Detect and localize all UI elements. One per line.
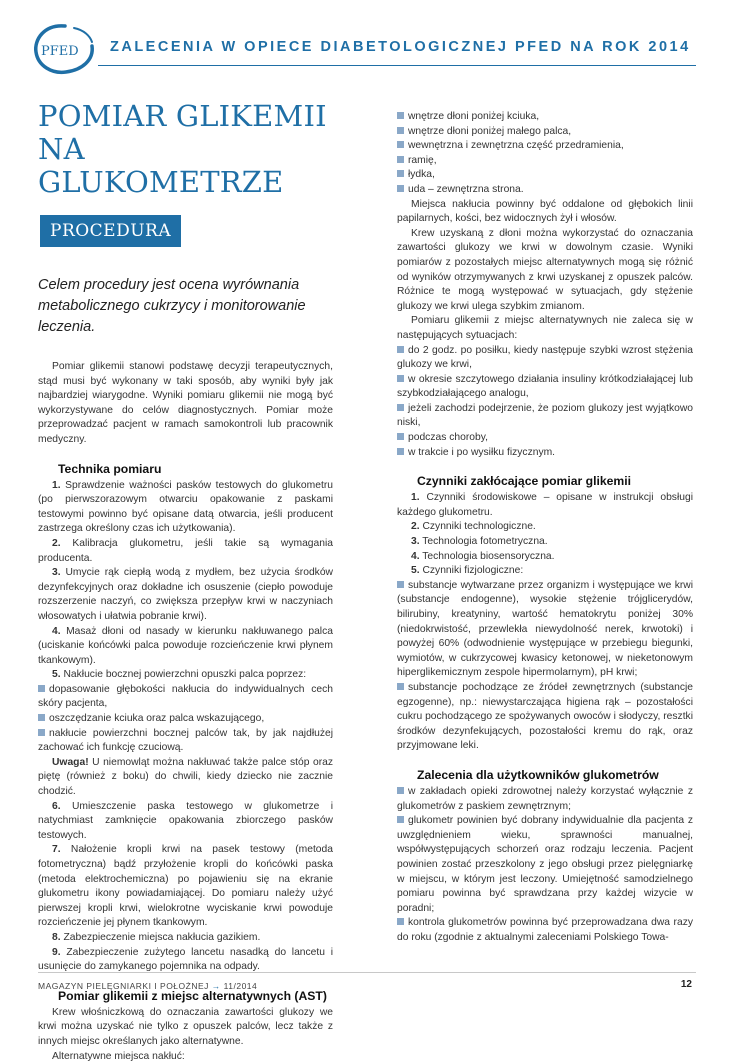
section-heading-zalecenia: Zalecenia dla użytkowników glukometrów: [417, 767, 659, 782]
step-number: 1.: [52, 479, 61, 491]
paragraph: Pomiaru glikemii z miejsc alternatywnych nie zaleca się w następujących sytuacjach:: [397, 315, 693, 341]
footer-divider: [38, 972, 696, 973]
paragraph: Krew uzyskaną z dłoni można wykorzystać do oznaczania zawartości glukozy we krwi w dowolnym czasie. Wyniki pomiarów z pozostałych miejsc alternatywnych mogą się różnić od wyników otrzymywanych z krwi uzyskanej z opuszek palców. Różnice te mogą występować w sytuacjach, gdy stężenie glukozy we krwi ulega szybkim zmianom.: [397, 227, 693, 312]
header-title: ZALECENIA W OPIECE DIABETOLOGICZNEJ PFED NA ROK 2014: [110, 39, 691, 55]
bullet-square-icon: [397, 683, 404, 690]
list-item: wewnętrzna i zewnętrzna część przedramienia,: [397, 139, 693, 154]
list-item: jeżeli zachodzi podejrzenie, że poziom glukozy jest wyjątkowo niski,: [397, 402, 693, 429]
paragraph: Miejsca nakłucia powinny być oddalone od głębokich linii papilarnych, kości, bez widocznych żył i włosów.: [397, 198, 693, 225]
list-item: w trakcie i po wysiłku fizycznym.: [397, 446, 693, 461]
factor-number: 4.: [411, 550, 420, 562]
paragraph: Alternatywne miejsca nakłuć:: [52, 1050, 185, 1062]
list-item: w okresie szczytowego działania insuliny krótkodziałającej lub szybkodziałającego analogu,: [397, 373, 693, 400]
bullet-square-icon: [397, 141, 404, 148]
factor-text: Technologia fotometryczna.: [422, 536, 548, 548]
step-number: 3.: [52, 567, 61, 579]
list-item: ramię,: [397, 154, 693, 169]
bullet-square-icon: [397, 448, 404, 455]
issue-number: 11/2014: [223, 981, 258, 991]
step-number: 8.: [52, 931, 61, 943]
step-number: 9.: [52, 946, 61, 958]
section-heading-technika: Technika pomiaru: [58, 461, 162, 476]
factor-text: Technologia biosensoryczna.: [422, 550, 555, 562]
step-text: Umycie rąk ciepłą wodą z mydłem, bez użycia środków dezynfekcyjnych oraz dokładne ich osuszenie (ciepło powoduje rozszerzenie naczyń, co zwiększa przepływ krwi w naczyniach włosowatych i ułatwia pobranie krwi).: [38, 567, 333, 622]
step-text: Sprawdzenie ważności pasków testowych do glukometru (po pierwszorazowym otwarciu opakowanie z paskami testowymi powinno być opisane datą otwarcia, jeśli producent zastrzega określony czas ich użytkowania).: [38, 479, 333, 535]
bullet-square-icon: [397, 375, 404, 382]
arrow-right-icon: →: [211, 981, 221, 991]
right-column: [397, 110, 693, 945]
list-item: kontrola glukometrów powinna być przeprowadzana dwa razy do roku (zgodnie z aktualnymi zaleceniami Polskiego Towa-: [397, 917, 693, 943]
footer-journal: [38, 981, 257, 991]
step-text: Zabezpieczenie zużytego lancetu nasadką do lancetu i usunięcie do zamykanego pojemnika na odpady.: [38, 946, 333, 973]
page-number: 12: [680, 979, 692, 990]
bullet-square-icon: [38, 729, 45, 736]
bullet-square-icon: [397, 346, 404, 353]
bullet-square-icon: [397, 918, 404, 925]
lead-text: Celem procedury jest ocena wyrównania metabolicznego cukrzycy i monitorowanie leczenia.: [38, 277, 306, 335]
warning-text: U niemowląt można nakłuwać także palce stóp oraz piętę (również z boku) do chwili, kiedy dziecko nie zacznie chodzić.: [38, 756, 333, 798]
list-item: podczas choroby,: [397, 431, 693, 446]
list-item: substancje pochodzące ze źródeł zewnętrznych (substancje egzogenne), np.: niewystarczająca higiena rąk – pozostałości cukru pochodzącego ze spożywanych owoców i słodyczy, resztki środków dezynfekujących, pozostałości kremu do rąk, oraz przyjmowane leki.: [397, 681, 693, 752]
pfed-logo: [32, 22, 98, 76]
factor-text: Czynniki fizjologiczne:: [422, 565, 524, 577]
logo-text: PFED: [41, 44, 79, 59]
step-text: Kalibracja glukometru, jeśli takie są wymagania producenta.: [38, 537, 333, 564]
step-number: 4.: [52, 625, 61, 637]
list-item: uda – zewnętrzna strona.: [397, 183, 693, 198]
step-number: 7.: [52, 844, 61, 856]
factor-text: Czynniki środowiskowe – opisane w instrukcji obsługi każdego glukometru.: [397, 492, 693, 518]
factor-number: 2.: [411, 521, 420, 533]
bullet-square-icon: [397, 127, 404, 134]
bullet-square-icon: [397, 170, 404, 177]
section-heading-czynniki: Czynniki zakłócające pomiar glikemii: [417, 474, 632, 489]
article-title: [38, 100, 333, 199]
step-number: 2.: [52, 537, 61, 549]
bullet-square-icon: [397, 816, 404, 823]
bullet-square-icon: [397, 787, 404, 794]
list-item: nakłucie powierzchni bocznej palców tak, by jak najdłużej zachować ich funkcję czuciową.: [38, 727, 333, 754]
step-text: Nałożenie kropli krwi na pasek testowy (metoda fotometryczna) bądź przyłożenie kropli do końcówki paska (metoda elektrochemiczna) po pojawieniu się na ekranie glukometru ikony powiadamiającej. Do pomiaru należy użyć pierwszej kropli krwi, wielokrotne wyciskanie krwi powoduje rozcieńczenie jej płynem tkankowym.: [38, 844, 333, 929]
list-item: oszczędzanie kciuka oraz palca wskazującego,: [38, 712, 333, 727]
bullet-square-icon: [397, 156, 404, 163]
step-text: Zabezpieczenie miejsca nakłucia gazikiem.: [63, 931, 261, 943]
list-item: wnętrze dłoni poniżej małego palca,: [397, 125, 693, 140]
step-text: Nakłucie bocznej powierzchni opuszki palca poprzez:: [63, 669, 307, 681]
step-text: Masaż dłoni od nasady w kierunku nakłuwanego palca (uciskanie końcówki palca powoduje rozcieńczenie krwi płynem tkankowym).: [38, 625, 333, 666]
header-divider: [98, 65, 696, 66]
list-item: łydka,: [397, 168, 693, 183]
factor-number: 5.: [411, 565, 420, 577]
warning-label: Uwaga!: [52, 756, 89, 768]
step-number: 5.: [52, 669, 61, 681]
factor-text: Czynniki technologiczne.: [422, 521, 536, 533]
bullet-square-icon: [38, 714, 45, 721]
paragraph: Krew włośniczkową do oznaczania zawartości glukozy we krwi można uzyskać nie tylko z opuszek palców, lecz także z innych miejsc określanych jako alternatywne.: [38, 1006, 333, 1047]
title-line-2: NA GLUKOMETRZE: [38, 132, 284, 199]
section-heading-ast: Pomiar glikemii z miejsc alternatywnych (AST): [58, 988, 327, 1003]
step-number: 6.: [52, 800, 61, 812]
list-item: glukometr powinien być dobrany indywidualnie dla pacjenta z uwzględnieniem wieku, sprawności manualnej, współwystępujących schorzeń oraz rodzaju leczenia. Pacjent powinien zostać przeszkolony z jego obsługi przez pielęgniarkę w miejscu, w którym jest leczony. Umiejętność samodzielnego pomiaru powinna być sprawdzana przy każdej wizycie w poradni;: [397, 815, 693, 914]
intro-paragraph: Pomiar glikemii stanowi podstawę decyzji terapeutycznych, stąd musi być wykonany w taki sposób, aby wyniki były jak najbardziej wiarygodne. Wyniki pomiaru glikemii nie mogą być wykorzystywane do celów diagnostycznych. Pomiar może przeprowadzać pacjent w ramach samokontroli lub pracownik medyczny.: [38, 361, 333, 445]
factor-number: 3.: [411, 536, 420, 548]
title-line-1: POMIAR GLIKEMII: [38, 99, 327, 133]
list-item: substancje wytwarzane przez organizm i występujące we krwi (substancje endogenne), wysokie stężenie trójglicerydów, bilirubiny, kreatyniny, wartość hematokrytu poniżej 30% (niedokrwistość, przewlekła niewydolność nerek, krwotoki) i powyżej 60% (odwodnienie występujące w przebiegu biegunki, wymiotów, w cukrzycowej kwasicy ketonowej, w nieketonowym hiperglikemicznym zespole hipermolarnym), pH krwi;: [397, 579, 693, 679]
procedure-badge: PROCEDURA: [40, 215, 181, 247]
list-item: w zakładach opieki zdrowotnej należy korzystać wyłącznie z glukometrów z paskiem zewnętrznym;: [397, 785, 693, 812]
step-text: Umieszczenie paska testowego w glukometrze i natychmiast zamknięcie opakowania zbiorczego pasków testowych.: [38, 800, 333, 841]
list-item: do 2 godz. po posiłku, kiedy następuje szybki wzrost stężenia glukozy we krwi,: [397, 344, 693, 371]
bullet-square-icon: [38, 685, 45, 692]
bullet-square-icon: [397, 433, 404, 440]
left-column: [38, 100, 333, 1064]
list-item: wnętrze dłoni poniżej kciuka,: [397, 110, 693, 125]
bullet-square-icon: [397, 185, 404, 192]
journal-name: MAGAZYN PIELĘGNIARKI I POŁOŻNEJ: [38, 981, 209, 991]
list-item: dopasowanie głębokości nakłucia do indywidualnych cech skóry pacjenta,: [38, 683, 333, 710]
factor-number: 1.: [411, 492, 420, 504]
bullet-square-icon: [397, 404, 404, 411]
bullet-square-icon: [397, 112, 404, 119]
article-body-left: [38, 360, 333, 1064]
bullet-square-icon: [397, 581, 404, 588]
